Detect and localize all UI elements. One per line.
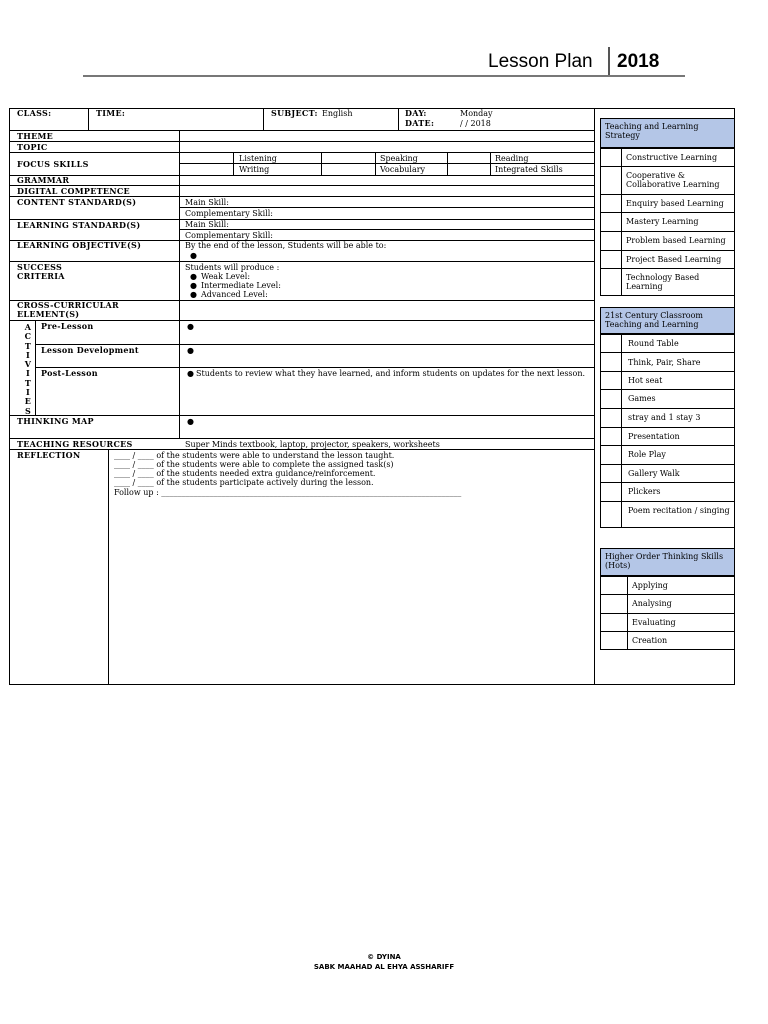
panel-row-line <box>600 250 735 251</box>
century-item: Think, Pair, Share <box>628 358 701 367</box>
hots-item: Evaluating <box>632 618 676 627</box>
row-line <box>9 449 595 450</box>
skill-box-divider <box>375 152 376 175</box>
strategy-item: Mastery Learning <box>626 217 699 226</box>
post-lesson-label: Post-Lesson <box>41 368 98 378</box>
post-lesson-bullet: ● <box>187 369 194 378</box>
header-rule <box>83 75 685 77</box>
century-item: Hot seat <box>628 376 663 385</box>
row-line <box>9 415 595 416</box>
divider <box>263 108 264 130</box>
panel-row-line <box>600 371 735 372</box>
date-label: DATE: <box>405 118 435 128</box>
reflection-line: ____ / ____ of the students needed extra guidance/reinforcement. <box>114 469 376 478</box>
panel-row-line <box>600 268 735 269</box>
post-lesson-text: Students to review what they have learned, and inform students on updates for the next lesson. <box>196 369 586 378</box>
development-bullet: ● <box>187 346 194 355</box>
row-line <box>9 261 595 262</box>
reflection-label: REFLECTION <box>17 450 81 460</box>
century-item: Gallery Walk <box>628 469 680 478</box>
row-line <box>9 141 595 142</box>
weak-level-bullet: ● <box>190 272 197 281</box>
sub-row-line <box>179 229 595 230</box>
footer-school: SABK MAAHAD AL EHYA ASSHARIFF <box>313 963 455 971</box>
teaching-resources-label: TEACHING RESOURCES <box>17 439 133 449</box>
panel-row-line <box>600 445 735 446</box>
skill-box-divider <box>321 152 322 175</box>
century-item: Presentation <box>628 432 680 441</box>
thinking-map-label: THINKING MAP <box>17 416 94 426</box>
panel-row-line <box>600 212 735 213</box>
reflection-line: ____ / ____ of the students participate actively during the lesson. <box>114 478 374 487</box>
row-line <box>35 367 595 368</box>
label-column-divider <box>179 130 180 438</box>
intermediate-level-bullet: ● <box>190 281 197 290</box>
hots-header: Higher Order Thinking Skills (Hots) <box>600 548 735 576</box>
hots-item: Applying <box>632 581 668 590</box>
topic-label: TOPIC <box>17 142 48 152</box>
skill-box-divider <box>490 152 491 175</box>
lesson-development-label: Lesson Development <box>41 345 139 355</box>
page-year: 2018 <box>617 51 660 72</box>
skill-box-divider <box>233 152 234 175</box>
checkbox-column-divider <box>621 334 622 528</box>
intermediate-level: Intermediate Level: <box>201 281 281 290</box>
strategy-item: Problem based Learning <box>626 236 726 245</box>
panel-row-line <box>600 501 735 502</box>
strategy-header: Teaching and Learning Strategy <box>600 118 735 148</box>
panel-row-line <box>600 389 735 390</box>
learning-complementary-skill: Complementary Skill: <box>185 231 273 240</box>
learning-standard-label: LEARNING STANDARD(S) <box>17 220 141 230</box>
panel-row-line <box>600 594 735 595</box>
panel-row-line <box>600 482 735 483</box>
sub-row-line <box>179 207 595 208</box>
checkbox-column-divider <box>621 148 622 296</box>
strategy-item: Enquiry based Learning <box>626 199 724 208</box>
reflection-divider <box>108 449 109 685</box>
strategy-item: Project Based Learning <box>626 255 722 264</box>
content-main-skill: Main Skill: <box>185 198 229 207</box>
page-title: Lesson Plan <box>488 51 593 72</box>
time-label: TIME: <box>96 108 126 118</box>
success-label-1: SUCCESS <box>17 262 63 272</box>
class-label: CLASS: <box>17 108 52 118</box>
century-item: Poem recitation / singing <box>628 506 730 515</box>
skill-vocabulary: Vocabulary <box>380 165 426 174</box>
row-line <box>9 130 595 131</box>
skills-mid-line <box>179 163 595 164</box>
reflection-line: ____ / ____ of the students were able to complete the assigned task(s) <box>114 460 394 469</box>
panel-row-line <box>600 166 735 167</box>
advanced-level-bullet: ● <box>190 290 197 299</box>
panel-row-line <box>600 631 735 632</box>
skill-speaking: Speaking <box>380 154 418 163</box>
row-line <box>9 320 595 321</box>
subject-value: English <box>322 109 353 118</box>
pre-lesson-label: Pre-Lesson <box>41 321 94 331</box>
theme-label: THEME <box>17 131 54 141</box>
cross-curricular-label-2: ELEMENT(S) <box>17 309 80 319</box>
panel-row-line <box>600 427 735 428</box>
divider <box>398 108 399 130</box>
century-item: Round Table <box>628 339 679 348</box>
activities-divider <box>35 320 36 415</box>
panel-row-line <box>600 613 735 614</box>
pre-lesson-bullet: ● <box>187 322 194 331</box>
century-item: Role Play <box>628 450 666 459</box>
panel-row-line <box>600 194 735 195</box>
century-item: stray and 1 stay 3 <box>628 413 701 422</box>
digital-label: DIGITAL COMPETENCE <box>17 186 130 196</box>
learning-main-skill: Main Skill: <box>185 220 229 229</box>
success-intro: Students will produce : <box>185 263 280 272</box>
hots-item: Analysing <box>632 599 672 608</box>
hots-item: Creation <box>632 636 668 645</box>
activities-vertical-label: A C T I V I T I E S <box>24 322 32 416</box>
grammar-label: GRAMMAR <box>17 175 70 185</box>
focus-skills-label: FOCUS SKILLS <box>17 159 89 169</box>
objective-bullet: ● <box>190 251 197 260</box>
skill-reading: Reading <box>495 154 529 163</box>
day-label: DAY: <box>405 108 427 118</box>
footer-copyright: © DYINA <box>367 953 401 961</box>
title-separator <box>608 47 610 77</box>
century-item: Games <box>628 394 656 403</box>
weak-level: Weak Level: <box>201 272 251 281</box>
panel-row-line <box>600 231 735 232</box>
content-standard-label: CONTENT STANDARD(S) <box>17 197 137 207</box>
row-line <box>9 152 595 153</box>
century-item: Plickers <box>628 487 661 496</box>
panel-row-line <box>600 352 735 353</box>
skill-writing: Writing <box>239 165 270 174</box>
subject-label: SUBJECT: <box>271 108 318 118</box>
learning-objective-label: LEARNING OBJECTIVE(S) <box>17 240 142 250</box>
strategy-item: Cooperative & Collaborative Learning <box>626 171 720 189</box>
date-value: / / 2018 <box>460 119 491 128</box>
content-complementary-skill: Complementary Skill: <box>185 209 273 218</box>
divider <box>88 108 89 130</box>
strategy-item: Technology Based Learning <box>626 273 700 291</box>
panel-row-line <box>600 408 735 409</box>
thinking-map-bullet: ● <box>187 417 194 426</box>
skill-integrated: Integrated Skills <box>495 165 563 174</box>
success-label-2: CRITERIA <box>17 271 65 281</box>
strategy-item: Constructive Learning <box>626 153 718 162</box>
panel-row-line <box>600 464 735 465</box>
reflection-line: ____ / ____ of the students were able to understand the lesson taught. <box>114 451 395 460</box>
teaching-resources-text: Super Minds textbook, laptop, projector, speakers, worksheets <box>185 440 440 449</box>
advanced-level: Advanced Level: <box>201 290 268 299</box>
skill-box-divider <box>447 152 448 175</box>
follow-up-line: Follow up : ___________________________________________________________________________ <box>114 488 462 497</box>
century-header: 21st Century Classroom Teaching and Learning <box>600 307 735 334</box>
cross-curricular-label-1: CROSS-CURRICULAR <box>17 300 119 310</box>
skill-listening: Listening <box>239 154 277 163</box>
row-line <box>9 175 595 176</box>
day-value: Monday <box>460 109 493 118</box>
objective-text: By the end of the lesson, Students will be able to: <box>185 241 387 250</box>
